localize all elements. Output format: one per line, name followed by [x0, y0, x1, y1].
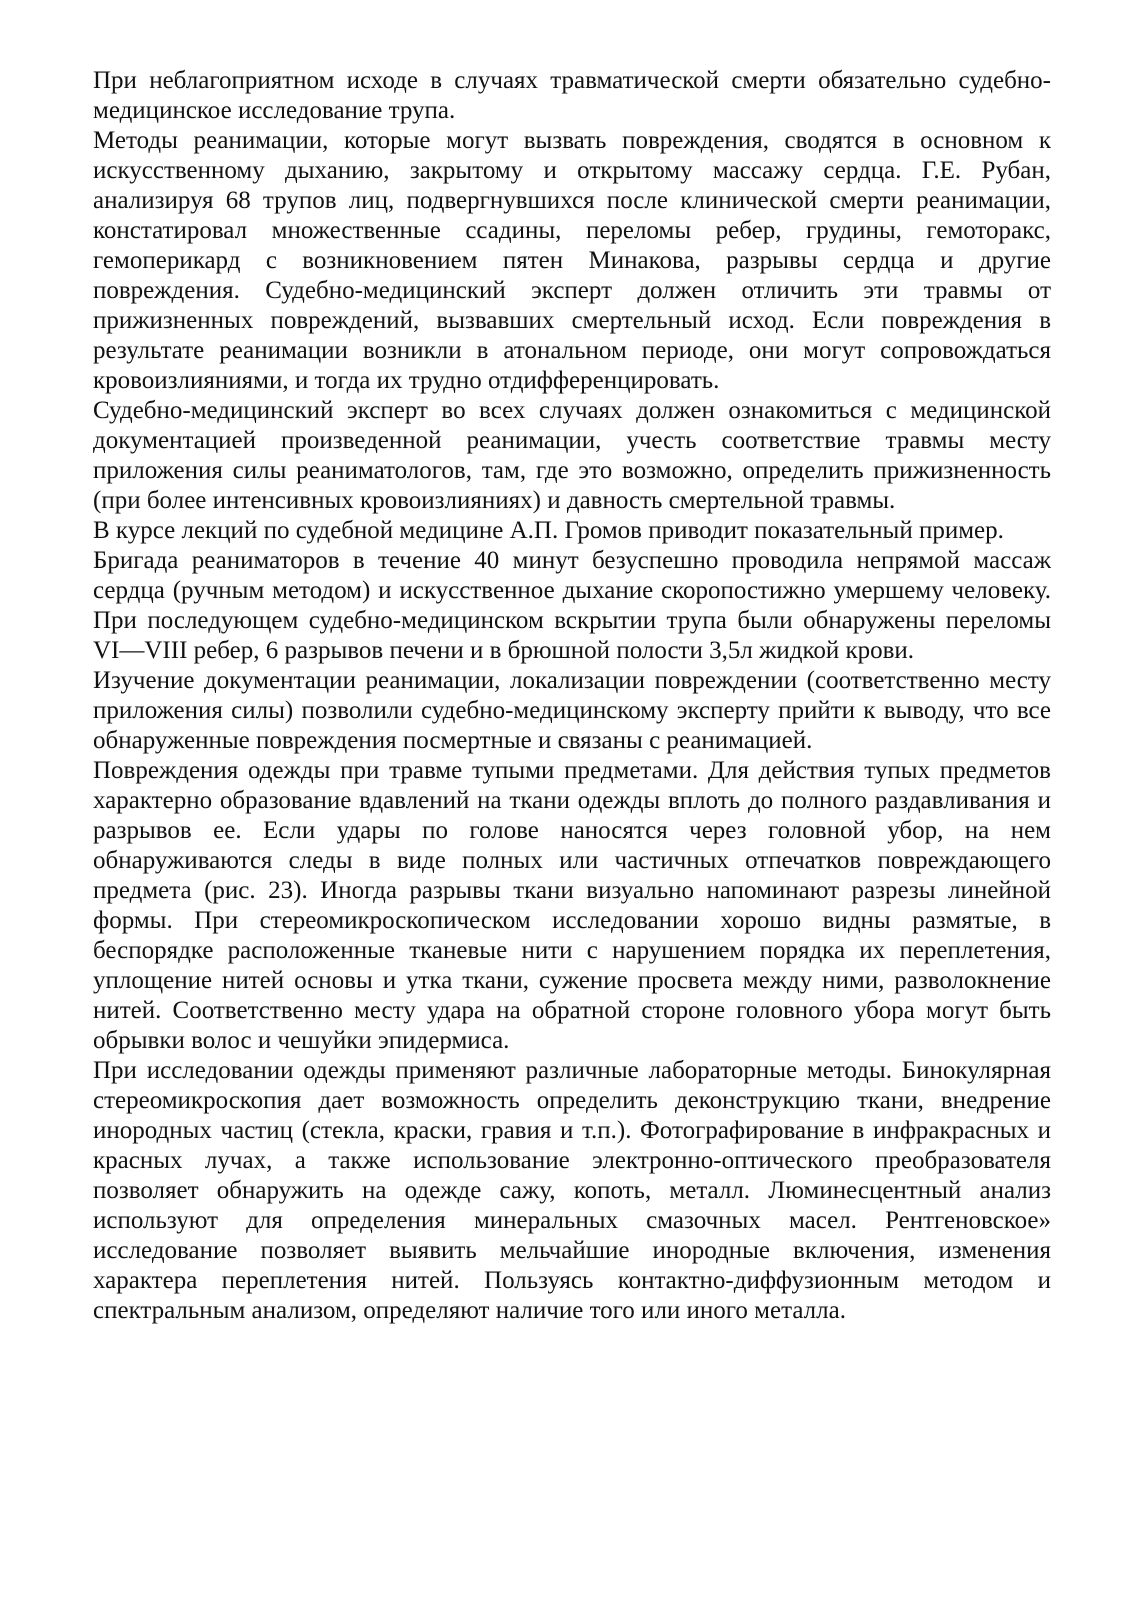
paragraph-2: Методы реанимации, которые могут вызвать повреждения, сводятся в основном к искусственному дыханию, закрытому и открытому массажу сердца. Г.Е. Рубан, анализируя 68 трупов лиц, подвергнувшихся после клинической смерти реанимации, констатировал множественные ссадины, переломы ребер, грудины, гемоторакс, гемоперикард с возникновением пятен Минакова, разрывы сердца и другие повреждения. Судебно-медицинский эксперт должен отличить эти травмы от прижизненных повреждений, вызвавших смертельный исход. Если повреждения в результате реанимации возникли в атональном периоде, они могут сопровождаться кровоизлияниями, и тогда их трудно отдифференцировать.: [93, 127, 1051, 394]
paragraph-6: Изучение документации реанимации, локализации повреждении (соответственно месту приложения силы) позволили судебно-медицинскому эксперту прийти к выводу, что все обнаруженные повреждения посмертные и связаны с реанимацией.: [93, 667, 1051, 754]
paragraph-7: Повреждения одежды при травме тупыми предметами. Для действия тупых предметов характерно образование вдавлений на ткани одежды вплоть до полного раздавливания и разрывов ее. Если удары по голове наносятся через головной убор, на нем обнаруживаются следы в виде полных или частичных отпечатков повреждающего предмета (рис. 23). Иногда разрывы ткани визуально напоминают разрезы линейной формы. При стереомикроскопическом исследовании хорошо видны размятые, в беспорядке расположенные тканевые нити с нарушением порядка их переплетения, уплощение нитей основы и утка ткани, сужение просвета между ними, разволокнение нитей. Соответственно месту удара на обратной стороне головного убора могут быть обрывки волос и чешуйки эпидермиса.: [93, 757, 1051, 1054]
paragraph-4: В курсе лекций по судебной медицине А.П. Громов приводит показательный пример.: [93, 517, 1004, 544]
paragraph-5: Бригада реаниматоров в течение 40 минут безуспешно проводила непрямой массаж сердца (ручным методом) и искусственное дыхание скоропостижно умершему человеку. При последующем судебно-медицинском вскрытии трупа были обнаружены переломы VI—VIII ребер, 6 разрывов печени и в брюшной полости 3,5л жидкой крови.: [93, 547, 1051, 664]
paragraph-8: При исследовании одежды применяют различные лабораторные методы. Бинокулярная стереомикроскопия дает возможность определить деконструкцию ткани, внедрение инородных частиц (стекла, краски, гравия и т.п.). Фотографирование в инфракрасных и красных лучах, а также использование электронно-оптического преобразователя позволяет обнаружить на одежде сажу, копоть, металл. Люминесцентный анализ используют для определения минеральных смазочных масел. Рентгеновское» исследование позволяет выявить мельчайшие инородные включения, изменения характера переплетения нитей. Пользуясь контактно-диффузионным методом и спектральным анализом, определяют наличие того или иного металла.: [93, 1057, 1051, 1324]
paragraph-1: При неблагоприятном исходе в случаях травматической смерти обязательно судебно-медицинское исследование трупа.: [93, 67, 1051, 124]
paragraph-3: Судебно-медицинский эксперт во всех случаях должен ознакомиться с медицинской документацией произведенной реанимации, учесть соответствие травмы месту приложения силы реаниматологов, там, где это возможно, определить прижизненность (при более интенсивных кровоизлияниях) и давность смертельной травмы.: [93, 397, 1051, 514]
